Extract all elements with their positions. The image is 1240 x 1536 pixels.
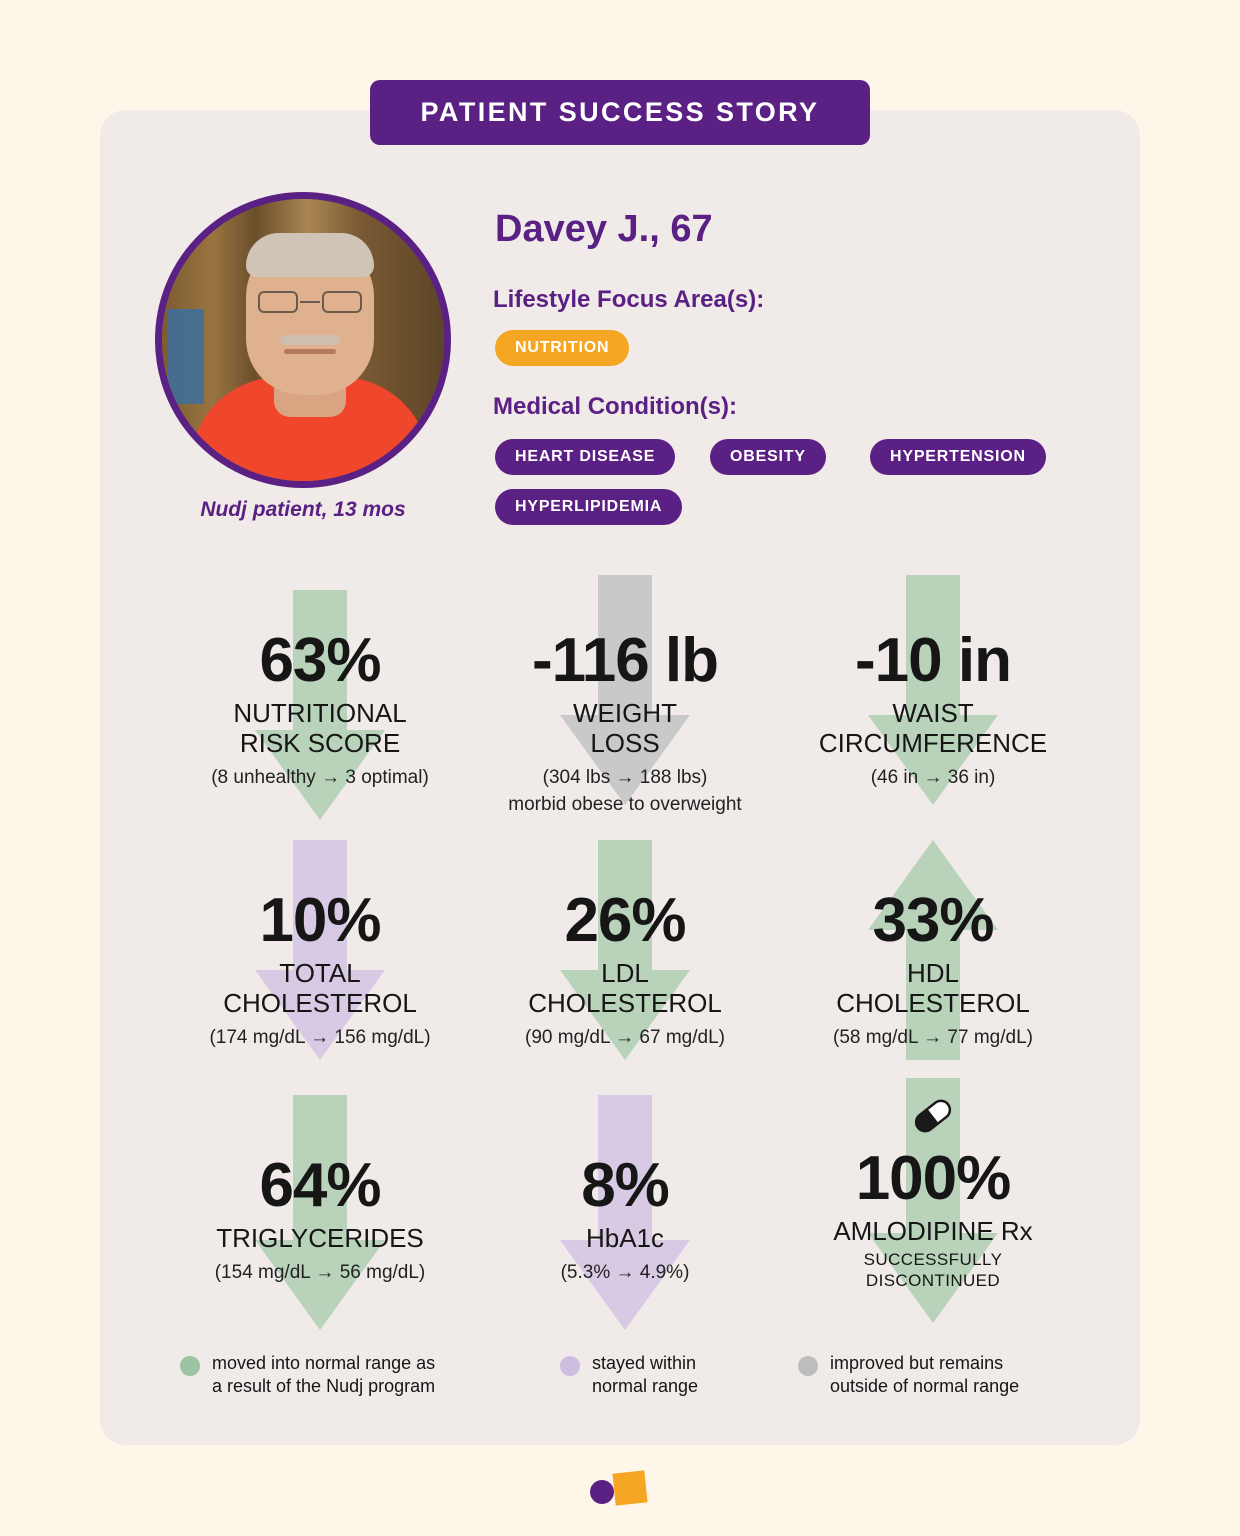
- metric-weight-loss: [460, 575, 790, 818]
- metric-detail: (154 mg/dL → 56 mg/dL): [214, 1262, 426, 1284]
- legend-label-line2: outside of normal range: [830, 1376, 1020, 1397]
- legend-item-outside-normal: [798, 1352, 1098, 1399]
- metric-label-line1: AMLODIPINE Rx: [833, 1216, 1033, 1246]
- metric-label: [460, 698, 790, 758]
- metric-hdl-cholesterol: [768, 840, 1098, 1051]
- metric-label-line2: RISK SCORE: [239, 728, 401, 759]
- logo-square-icon: [612, 1470, 647, 1505]
- metric-ldl-cholesterol: [460, 840, 790, 1051]
- avatar-mouth: [284, 349, 336, 354]
- metric-detail: (174 mg/dL → 156 mg/dL): [209, 1027, 431, 1049]
- metric-value: 26%: [564, 886, 686, 955]
- legend-dot-green: [180, 1356, 200, 1376]
- condition-tag-heart-disease: HEART DISEASE: [495, 439, 675, 475]
- metric-detail-secondary: [768, 1250, 1098, 1291]
- page-title: PATIENT SUCCESS STORY: [370, 80, 870, 145]
- logo-dot-icon: [590, 1480, 614, 1504]
- metric-value: 8%: [581, 1151, 669, 1220]
- metric-detail-line1: SUCCESSFULLY: [863, 1250, 1003, 1270]
- brand-logo: [588, 1470, 658, 1510]
- avatar-mustache: [280, 335, 340, 345]
- legend-dot-purple: [560, 1356, 580, 1376]
- metric-detail: (5.3% → 4.9%): [560, 1262, 690, 1284]
- metric-value: -116 lb: [532, 626, 718, 695]
- metric-label-line2: CHOLESTEROL: [836, 988, 1030, 1019]
- metric-value: 63%: [259, 626, 381, 695]
- metric-detail: (304 lbs → 188 lbs): [542, 767, 708, 789]
- metric-label-line1: NUTRITIONAL: [233, 698, 407, 728]
- metric-label-line1: TOTAL: [279, 958, 361, 988]
- metric-detail: (58 mg/dL → 77 mg/dL): [833, 1027, 1033, 1049]
- legend-label-line2: normal range: [592, 1376, 699, 1397]
- metric-waist-circumference: [768, 575, 1098, 791]
- lifestyle-tag-nutrition: NUTRITION: [495, 330, 629, 366]
- metric-label-line2: CHOLESTEROL: [528, 988, 722, 1019]
- metric-label-line1: HbA1c: [585, 1223, 665, 1253]
- metric-label-line2: CHOLESTEROL: [223, 988, 417, 1019]
- metric-detail: (46 in → 36 in): [870, 767, 996, 789]
- legend-item-normal-range: [180, 1352, 500, 1399]
- medical-conditions-label: Medical Condition(s):: [493, 393, 737, 420]
- metric-detail: (90 mg/dL → 67 mg/dL): [525, 1027, 725, 1049]
- metric-label-line1: LDL: [601, 958, 649, 988]
- avatar-glasses: [254, 291, 366, 313]
- patient-name: Davey J., 67: [495, 208, 713, 250]
- legend-item-stayed-normal: [560, 1352, 810, 1399]
- metric-label: [460, 958, 790, 1018]
- condition-tag-hypertension: HYPERTENSION: [870, 439, 1046, 475]
- metric-label-line1: TRIGLYCERIDES: [216, 1223, 424, 1253]
- avatar-hair: [246, 233, 374, 277]
- legend-label-line1: moved into normal range as: [212, 1353, 436, 1373]
- metric-hba1c: [460, 1095, 790, 1286]
- metric-label: [768, 958, 1098, 1018]
- legend-label: [830, 1352, 1019, 1399]
- legend-label-line2: a result of the Nudj program: [212, 1376, 436, 1397]
- legend-label: [212, 1352, 435, 1399]
- metric-triglycerides: [155, 1095, 485, 1286]
- metric-label: [155, 698, 485, 758]
- metric-value: 33%: [872, 886, 994, 955]
- legend-label-line1: stayed within: [592, 1353, 697, 1373]
- metric-label: [768, 698, 1098, 758]
- metric-label-line2: CIRCUMFERENCE: [818, 728, 1048, 759]
- metric-label-line1: WEIGHT: [573, 698, 677, 728]
- metric-detail: (8 unhealthy → 3 optimal): [211, 767, 429, 789]
- metric-detail-line2: DISCONTINUED: [865, 1270, 1001, 1290]
- metric-value: 10%: [259, 886, 381, 955]
- legend-label: [592, 1352, 698, 1399]
- metric-label-line1: WAIST: [892, 698, 974, 728]
- metric-total-cholesterol: [155, 840, 485, 1051]
- patient-avatar: [155, 192, 451, 488]
- avatar-caption: Nudj patient, 13 mos: [200, 498, 406, 521]
- condition-tag-obesity: OBESITY: [710, 439, 826, 475]
- metric-value: 100%: [855, 1144, 1011, 1213]
- legend-label-line1: improved but remains: [830, 1353, 1004, 1373]
- metric-value: 64%: [259, 1151, 381, 1220]
- lifestyle-focus-label: Lifestyle Focus Area(s):: [493, 286, 765, 313]
- metric-nutritional-risk-score: [155, 590, 485, 791]
- condition-tag-hyperlipidemia: HYPERLIPIDEMIA: [495, 489, 682, 525]
- metric-label-line1: HDL: [906, 958, 959, 988]
- metric-label: [155, 1223, 485, 1253]
- metric-detail-secondary: morbid obese to overweight: [508, 794, 742, 815]
- metric-label: [460, 1223, 790, 1253]
- metric-label: [155, 958, 485, 1018]
- avatar-background-accent: [168, 309, 204, 404]
- metric-amlodipine-rx: [768, 1078, 1098, 1291]
- metric-label-line2: LOSS: [590, 728, 660, 759]
- metric-value: -10 in: [855, 626, 1011, 695]
- legend-dot-gray: [798, 1356, 818, 1376]
- metric-label: [768, 1216, 1098, 1246]
